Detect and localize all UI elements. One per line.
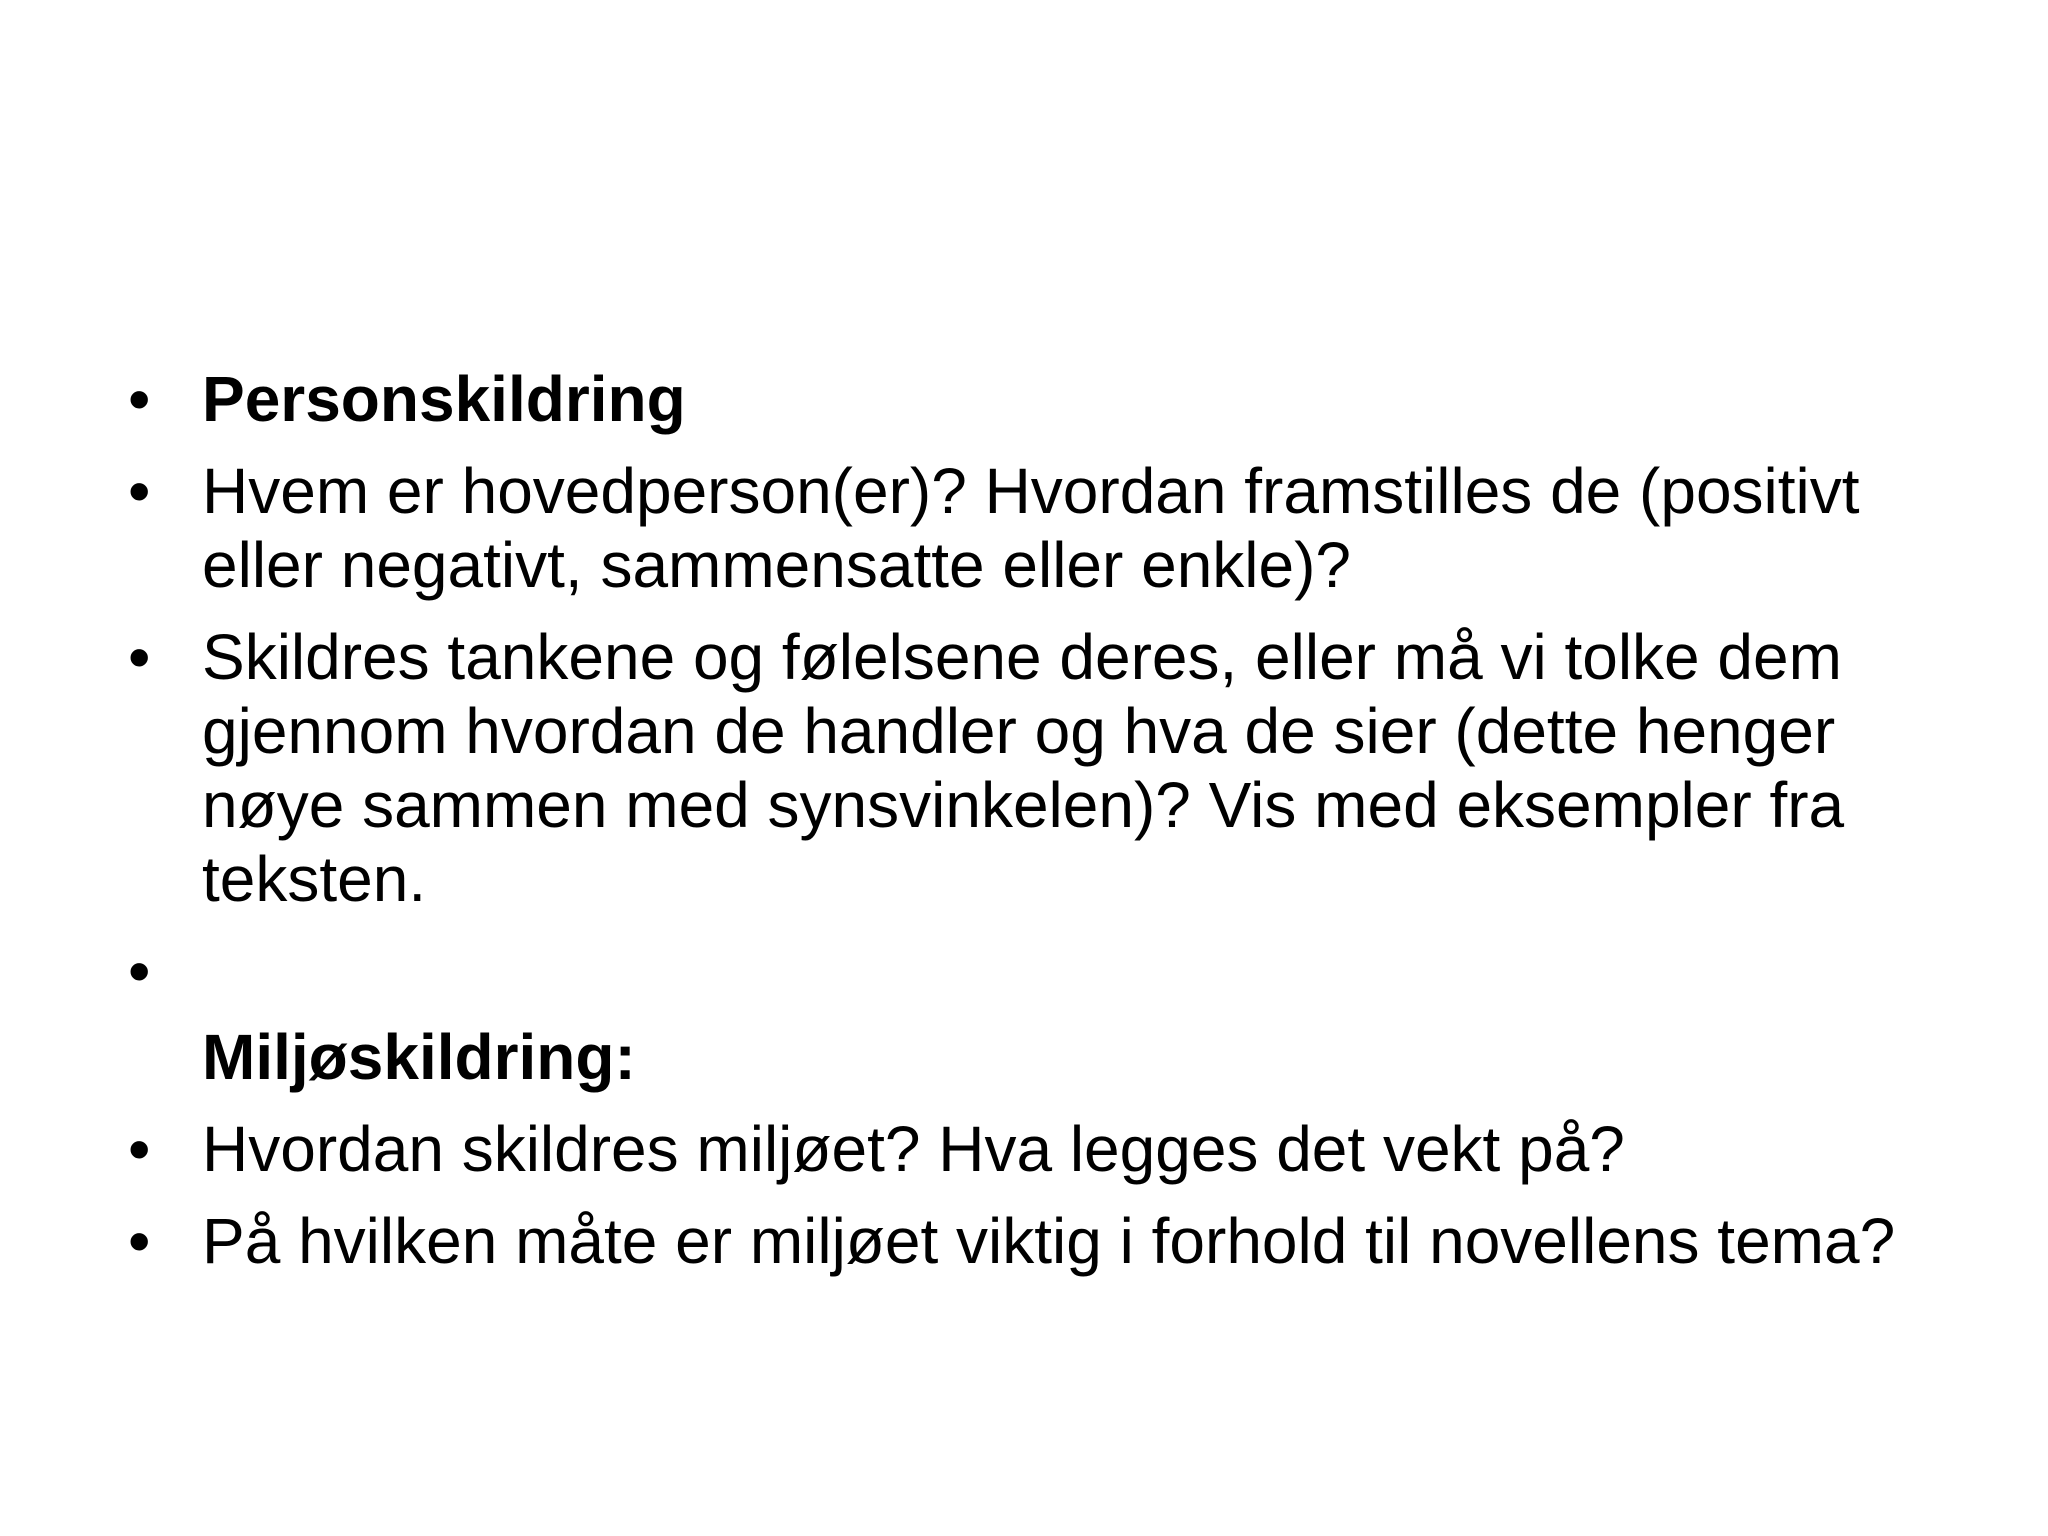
bullet-item-miljoskildring [120,1020,1960,1094]
bullet-text: På hvilken måte er miljøet viktig i forhold til novellens tema? [202,1205,1896,1277]
bullet-dot: • [128,363,151,435]
bullet-item-empty [120,934,1960,1008]
bullet-item-tanker-folelser [120,620,1960,916]
bullet-text: Personskildring [202,363,686,435]
bullet-list [120,362,1960,1296]
bullet-dot: • [128,455,151,527]
bullet-dot: • [128,935,151,1007]
bullet-dot: • [128,1205,151,1277]
bullet-item-miljoet [120,1112,1960,1186]
bullet-item-personskildring [120,362,1960,436]
bullet-item-hovedperson [120,454,1960,602]
bullet-dot: • [128,1113,151,1185]
bullet-text: Hvem er hovedperson(er)? Hvordan framstilles de (positivt eller negativt, sammensatte eller enkle)? [202,455,1860,601]
bullet-text: Hvordan skildres miljøet? Hva legges det vekt på? [202,1113,1625,1185]
bullet-dot: • [128,621,151,693]
bullet-item-tema [120,1204,1960,1278]
bullet-text: Skildres tankene og følelsene deres, eller må vi tolke dem gjennom hvordan de handler og hva de sier (dette henger nøye sammen med synsvinkelen)? Vis med eksempler fra teksten. [202,621,1845,915]
bullet-text: Miljøskildring: [202,1021,636,1093]
